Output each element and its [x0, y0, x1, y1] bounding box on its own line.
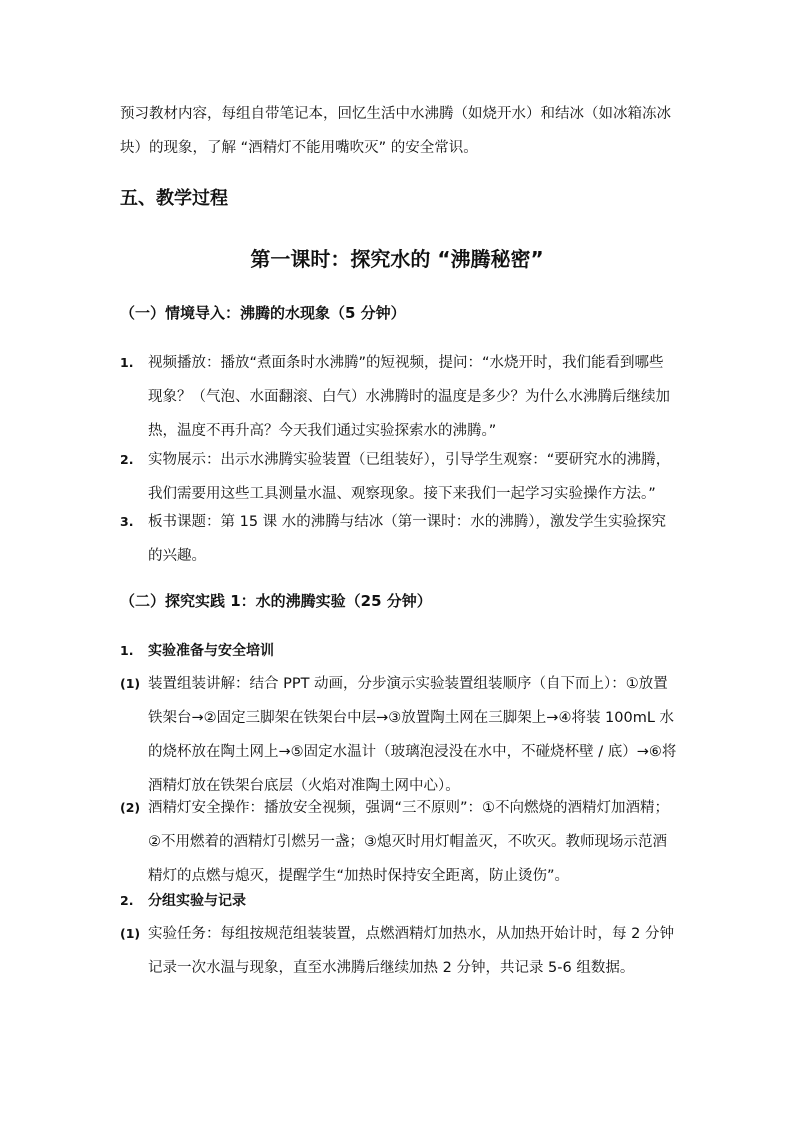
part2-step-2 [120, 884, 680, 918]
part1-item-2 [120, 443, 680, 511]
step-number: 1. [120, 643, 134, 658]
part2-step-1-sub-1 [120, 667, 680, 803]
part1-item-1 [120, 346, 680, 448]
sub-text: 酒精灯安全操作：播放安全视频，强调“三不原则”：①不向燃烧的酒精灯加酒精；②不用燃着的酒精灯引燃另一盏；③熄灭时用灯帽盖灭，不吹灭。教师现场示范酒精灯的点燃与熄灭，提醒学生“加热时保持安全距离，防止烫伤”。 [148, 800, 670, 884]
sub-number: (1) [120, 676, 141, 691]
sub-text: 装置组装讲解：结合 PPT 动画，分步演示实验装置组装顺序（自下而上）：①放置铁架台→②固定三脚架在铁架台中层→③放置陶土网在三脚架上→④将装 100mL 水的烧杯放在陶土网上→⑤固定水温计（玻璃泡浸没在水中，不碰烧杯壁 / 底）→⑥将酒精灯放在铁架台底层（火焰对准陶土网中心）。 [148, 676, 677, 794]
step-number: 2. [120, 893, 134, 908]
item-number: 2. [120, 452, 134, 467]
part2-step-1-sub-2 [120, 791, 680, 893]
part2-heading: （二）探究实践 1：水的沸腾实验（25 分钟） [120, 592, 432, 610]
sub-number: (2) [120, 800, 141, 815]
step-title: 实验准备与安全培训 [148, 643, 274, 659]
item-number: 3. [120, 514, 134, 529]
part1-heading: （一）情境导入：沸腾的水现象（5 分钟） [120, 304, 406, 322]
sub-number: (1) [120, 926, 141, 941]
part2-step-2-sub-1 [120, 917, 680, 985]
item-text: 视频播放：播放“煮面条时水沸腾”的短视频，提问：“水烧开时，我们能看到哪些现象？（气泡、水面翻滚、白气）水沸腾时的温度是多少？为什么水沸腾后继续加热，温度不再升高？今天我们通过实验探索水的沸腾。” [148, 355, 670, 439]
part2-step-1 [120, 634, 680, 668]
section-heading: 五、教学过程 [120, 188, 228, 209]
lesson-title: 第一课时：探究水的 “沸腾秘密” [250, 247, 544, 271]
item-number: 1. [120, 355, 134, 370]
item-text: 板书课题：第 15 课 水的沸腾与结冰（第一课时：水的沸腾），激发学生实验探究的兴趣。 [148, 514, 667, 564]
intro-paragraph: 预习教材内容，每组自带笔记本，回忆生活中水沸腾（如烧开水）和结冰（如冰箱冻冰块）的现象，了解 “酒精灯不能用嘴吹灭” 的安全常识。 [120, 106, 671, 156]
item-text: 实物展示：出示水沸腾实验装置（已组装好），引导学生观察：“要研究水的沸腾，我们需要用这些工具测量水温、观察现象。接下来我们一起学习实验操作方法。” [148, 452, 671, 502]
sub-text: 实验任务：每组按规范组装装置，点燃酒精灯加热水，从加热开始计时，每 2 分钟记录一次水温与现象，直至水沸腾后继续加热 2 分钟，共记录 5-6 组数据。 [148, 926, 674, 976]
part1-item-3 [120, 505, 680, 573]
step-title: 分组实验与记录 [148, 893, 246, 909]
